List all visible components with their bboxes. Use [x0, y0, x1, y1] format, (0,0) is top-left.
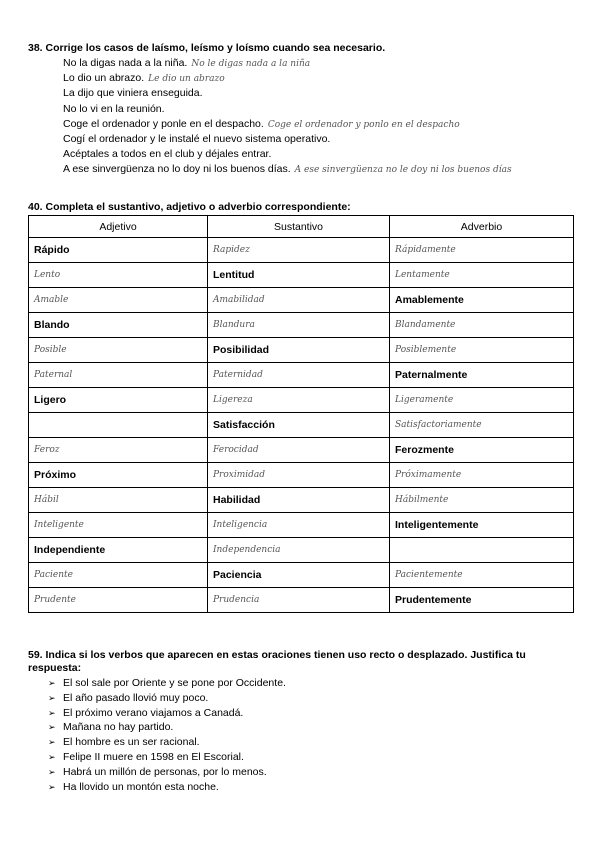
exercise-38-sentences — [63, 56, 512, 178]
cell-sustantivo: Habilidad — [208, 488, 390, 513]
sentence-text: Habrá un millón de personas, por lo menos. — [63, 765, 267, 778]
cell-adverbio: Pacientemente — [390, 563, 574, 588]
cell-adverbio: Posiblemente — [390, 338, 574, 363]
cell-adjetivo: Rápido — [29, 238, 208, 263]
cell-adjetivo: Próximo — [29, 463, 208, 488]
cell-adverbio: Paternalmente — [390, 363, 574, 388]
cell-adverbio: Hábilmente — [390, 488, 574, 513]
exercise-59-title: 59. Indica si los verbos que aparecen en estas oraciones tienen uso recto o desplazado. Justifica tu respuesta: — [28, 649, 526, 674]
sentence-text: Felipe II muere en 1598 en El Escorial. — [63, 750, 244, 763]
table-row — [29, 313, 574, 338]
cell-adverbio: Satisfactoriamente — [390, 413, 574, 438]
sentence-text: La dijo que viniera enseguida. — [63, 87, 203, 100]
table-row — [29, 263, 574, 288]
cell-adjetivo: Paciente — [29, 563, 208, 588]
handwritten-answer: Coge el ordenador y ponlo en el despacho — [267, 119, 460, 130]
sentence-text: El año pasado llovió muy poco. — [63, 691, 209, 704]
table-row — [29, 513, 574, 538]
list-item — [48, 780, 286, 795]
cell-adverbio: Ligeramente — [390, 388, 574, 413]
cell-adjetivo: Amable — [29, 288, 208, 313]
table-row — [29, 563, 574, 588]
list-item — [48, 691, 286, 706]
list-item — [48, 750, 286, 765]
table-row — [29, 388, 574, 413]
sentence-38-2 — [63, 71, 512, 86]
word-forms-table — [28, 215, 574, 613]
sentence-38-4 — [63, 102, 512, 117]
cell-adverbio: Rápidamente — [390, 238, 574, 263]
sentence-38-1 — [63, 56, 512, 71]
sentence-text: Lo dio un abrazo. — [63, 72, 145, 85]
cell-adjetivo: Lento — [29, 263, 208, 288]
sentence-38-6 — [63, 132, 512, 147]
arrow-bullet-icon: ➢ — [48, 751, 56, 762]
cell-sustantivo: Proximidad — [208, 463, 390, 488]
cell-sustantivo: Posibilidad — [208, 338, 390, 363]
cell-adjetivo: Blando — [29, 313, 208, 338]
cell-sustantivo: Rapidez — [208, 238, 390, 263]
cell-adverbio: Inteligentemente — [390, 513, 574, 538]
arrow-bullet-icon: ➢ — [48, 692, 56, 703]
handwritten-answer: A ese sinvergüenza no le doy ni los buenos días — [294, 165, 512, 176]
sentence-38-7 — [63, 147, 512, 162]
cell-adverbio: Blandamente — [390, 313, 574, 338]
cell-adjetivo: Prudente — [29, 588, 208, 613]
cell-adverbio — [390, 538, 574, 563]
sentence-38-8 — [63, 162, 512, 177]
sentence-text: El hombre es un ser racional. — [63, 736, 200, 749]
table-row — [29, 413, 574, 438]
list-item — [48, 720, 286, 735]
cell-sustantivo: Prudencia — [208, 588, 390, 613]
header-adjetivo: Adjetivo — [29, 216, 208, 238]
cell-sustantivo: Inteligencia — [208, 513, 390, 538]
table-row — [29, 588, 574, 613]
table-row — [29, 488, 574, 513]
sentence-text: No lo vi en la reunión. — [63, 102, 165, 115]
arrow-bullet-icon: ➢ — [48, 722, 56, 733]
cell-adverbio: Amablemente — [390, 288, 574, 313]
exercise-38-title: 38. Corrige los casos de laísmo, leísmo y loísmo cuando sea necesario. — [28, 42, 386, 54]
table-row — [29, 338, 574, 363]
sentence-text: El próximo verano viajamos a Canadá. — [63, 706, 244, 719]
arrow-bullet-icon: ➢ — [48, 766, 56, 777]
arrow-bullet-icon: ➢ — [48, 678, 56, 688]
cell-sustantivo: Blandura — [208, 313, 390, 338]
sentence-38-3 — [63, 86, 512, 101]
list-item — [48, 735, 286, 750]
arrow-bullet-icon: ➢ — [48, 781, 56, 792]
handwritten-answer: No le digas nada a la niña — [191, 59, 311, 69]
table-row — [29, 438, 574, 463]
cell-adjetivo: Ligero — [29, 388, 208, 413]
table-header-row — [29, 216, 574, 238]
sentence-text: A ese sinvergüenza no lo doy ni los buenos días. — [63, 163, 291, 176]
handwritten-answer: Le dio un abrazo — [148, 74, 225, 85]
sentence-text: Acéptales a todos en el club y déjales entrar. — [63, 148, 272, 161]
cell-adverbio: Próximamente — [390, 463, 574, 488]
cell-sustantivo: Lentitud — [208, 263, 390, 288]
header-adverbio: Adverbio — [390, 216, 574, 238]
arrow-bullet-icon: ➢ — [48, 737, 56, 748]
exercise-59-sentences — [48, 676, 286, 794]
cell-adverbio: Lentamente — [390, 263, 574, 288]
sentence-text: Coge el ordenador y ponle en el despacho. — [63, 117, 264, 130]
cell-sustantivo: Ligereza — [208, 388, 390, 413]
cell-sustantivo: Satisfacción — [208, 413, 390, 438]
table-row — [29, 363, 574, 388]
cell-adjetivo: Paternal — [29, 363, 208, 388]
arrow-bullet-icon: ➢ — [48, 707, 56, 718]
cell-sustantivo: Independencia — [208, 538, 390, 563]
cell-adjetivo: Inteligente — [29, 513, 208, 538]
sentence-text: El sol sale por Oriente y se pone por Occidente. — [63, 677, 286, 689]
cell-adverbio: Ferozmente — [390, 438, 574, 463]
sentence-text: Ha llovido un montón esta noche. — [63, 780, 219, 793]
cell-adverbio: Prudentemente — [390, 588, 574, 613]
cell-sustantivo: Paternidad — [208, 363, 390, 388]
sentence-text: Cogí el ordenador y le instalé el nuevo sistema operativo. — [63, 132, 331, 145]
cell-sustantivo: Paciencia — [208, 563, 390, 588]
header-sustantivo: Sustantivo — [208, 216, 390, 238]
cell-adjetivo: Feroz — [29, 438, 208, 463]
list-item — [48, 676, 286, 691]
list-item — [48, 706, 286, 721]
cell-adjetivo: Independiente — [29, 538, 208, 563]
table-row — [29, 538, 574, 563]
sentence-text: No la digas nada a la niña. — [63, 57, 188, 69]
cell-sustantivo: Amabilidad — [208, 288, 390, 313]
exercise-40-title: 40. Completa el sustantivo, adjetivo o adverbio correspondiente: — [28, 201, 351, 213]
table-row — [29, 463, 574, 488]
cell-sustantivo: Ferocidad — [208, 438, 390, 463]
table-row — [29, 288, 574, 313]
list-item — [48, 765, 286, 780]
cell-adjetivo: Posible — [29, 338, 208, 363]
table-row — [29, 238, 574, 263]
cell-adjetivo — [29, 413, 208, 438]
cell-adjetivo: Hábil — [29, 488, 208, 513]
sentence-text: Mañana no hay partido. — [63, 721, 174, 734]
sentence-38-5 — [63, 117, 512, 132]
